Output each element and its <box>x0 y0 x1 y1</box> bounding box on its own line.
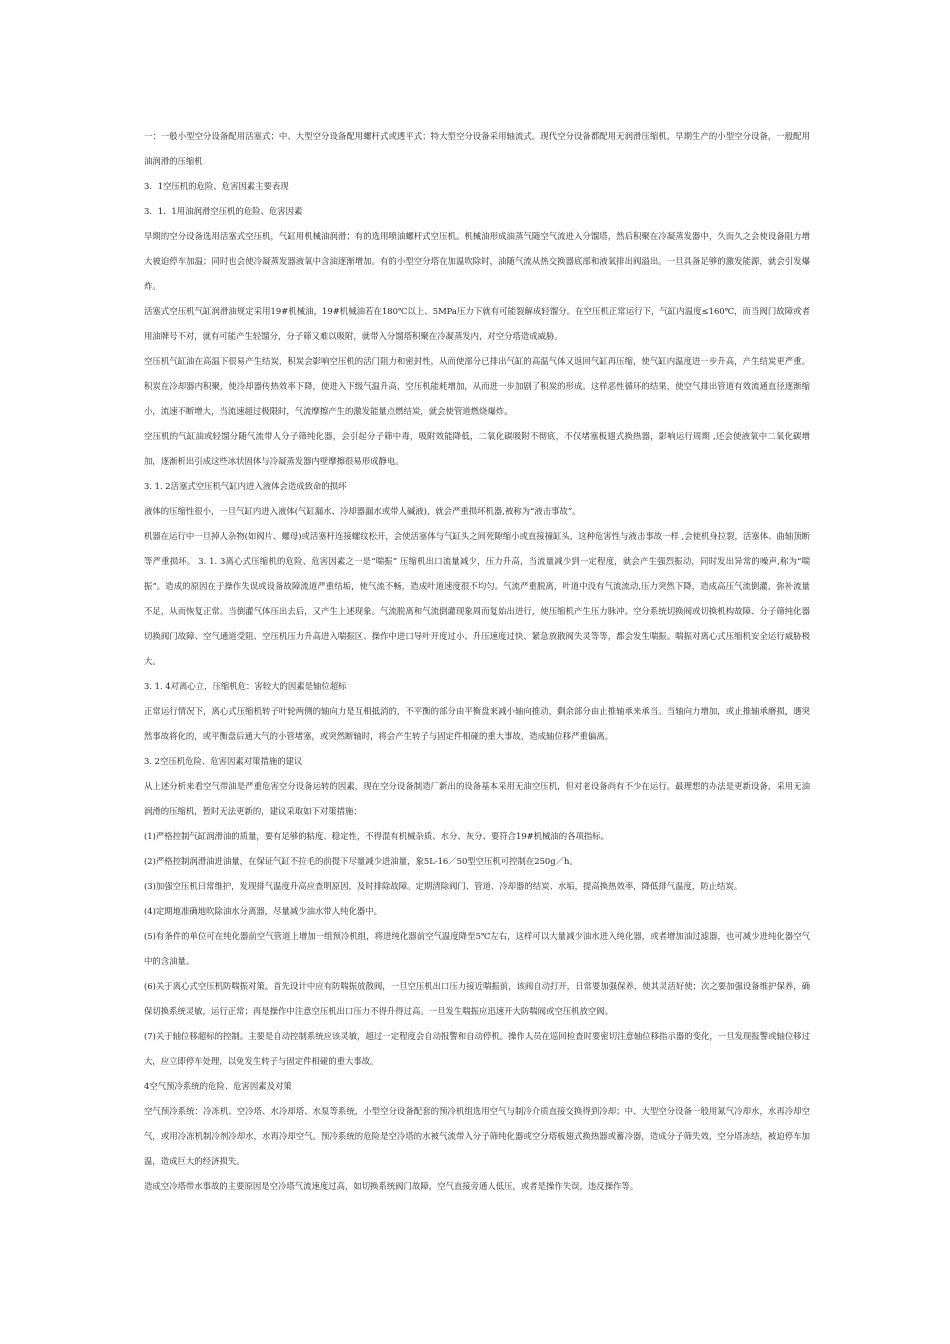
paragraph: 一：一般小型空分设备配用活塞式；中、大型空分设备配用螺杆式或透平式；特大型空分设备采用轴流式。现代空分设备都配用无润滑压缩机，早期生产的小型空分设备，一般配用油润滑的压缩机 <box>144 131 810 166</box>
paragraph: 空气预冷系统：冷冻机、空冷塔、水冷却塔、水泵等系统，小型空分设备配套的预冷机组选用空气与制冷介质直接交换得到冷却；中、大型空分设备一般用氮气冷却水，水再冷却空气，或用冷冻机制冷剂冷却水，水再冷却空气。预冷系统的危险是空冷塔的水被气流带入分子筛纯化器或空分塔板翅式换热器或蓄冷器，造成分子筛失效，空分塔冻结，被迫停车加温，造成巨大的经济损失。 <box>144 1106 810 1166</box>
section-heading: 4空气预冷系统的危险、危害因素及对策 <box>144 1081 292 1091</box>
section-heading: 3．1空压机的危险、危害因素主要表现 <box>144 181 289 191</box>
list-item: (3)加强空压机日常维护，发现排气温度升高应查明原因，及时排除故障。定期清除阀门、管道、冷却器的结炭、水垢，提高换热效率，降低排气温度，防止结炭。 <box>144 881 743 891</box>
list-item: (5)有条件的单位可在纯化器前空气管道上增加一组预冷机组，将进纯化器前空气温度降至5℃左右，这样可以大量减少油水进入纯化器，或者增加油过滤器，也可减少进纯化器空气中的含油量。 <box>144 931 810 966</box>
document-body <box>144 124 810 1199</box>
paragraph: 从上述分析来看空气带油是严重危害空分设备运转的因素，现在空分设备制造厂新出的设备基本采用无油空压机，但对老设备尚有不少在运行。最理想的办法是更新设备，采用无油润滑的压缩机，暂时无法更新的，建议采取如下对策措施： <box>144 781 810 816</box>
paragraph: 空压机的气缸油或轻馏分随气流带人分子筛纯化器，会引起分子筛中毒，吸附效能降低，二氧化碳吸附不彻底，不仅堵塞板翅式换热器，影响运行周期 ,还会使液氧中二氧化碳增加，逐渐析出引成这些冰状固体与冷凝蒸发器内壁摩擦很易形成静电。 <box>144 431 810 466</box>
list-item: (2)严格控制润滑油进油量，在保证气缸不拉毛的前提下尽量减少进油量，象5L-16／50型空压机可控制在250g／h。 <box>144 856 578 866</box>
paragraph: 活塞式空压机气缸润滑油规定采用19#机械油，19#机械油若在180℃以上、5MPa压力下就有可能裂解成轻馏分。在空压机正常运行下，气缸内温度≤160℃，而当阀门故障或者用油牌号不对，就有可能产生轻馏分，分子筛又难以吸附，就带入分馏塔积聚在冷凝蒸发内，对空分塔造成威胁。 <box>144 306 810 341</box>
paragraph: 液体的压缩性很小，一旦气缸内进入液体(气缸漏水、冷却器漏水或带人碱液)，就会严重损坏机器,被称为“液击事故”。 <box>144 506 581 516</box>
paragraph: 空压机气缸油在高温下很易产生结炭，积炭会影响空压机的活门阻力和密封性，从而使部分已排出气缸的高温气体又返回气缸再压缩，使气缸内温度进一步升高，产生结炭更严重。积炭在冷却器内积聚，使冷却器传热效率下降，使进入下级气温升高，空压机能耗增加，从而进一步加剧了积炭的形成。这样恶性循环的结果，使空气排出管道有效流通直径逐渐缩小，流速不断增大，当流速超过极限时，气流摩擦产生的激发能量点燃结炭，就会使管道燃烧爆炸。 <box>144 356 810 416</box>
section-heading: 3. 2空压机危险、危害因素对策措施的建议 <box>144 756 303 766</box>
paragraph: 造成空冷塔带水事故的主要原因是空冷塔气流速度过高，如切换系统阀门故障，空气直接旁通人低压，或者是操作失误，违反操作等。 <box>144 1181 639 1191</box>
list-item: (6)关于离心式空压机防喘振对策。首先设计中应有防喘振放散阀，一旦空压机出口压力接近喘振前，该阀自动打开，日常要加强保养，使其灵活好使；次之要加强设备维护保养，确保切换系统灵敏，运行正常；再是操作中注意空压机出口压力不得升得过高。一旦发生喘振应迅速开大防喘阀或空压机放空阀。 <box>144 981 810 1016</box>
list-item: (1)严格控制气缸润滑油的质量，要有足够的粘度、稳定性，不得混有机械杂质、水分、灰分、要符合19#机械油的各项指标。 <box>144 831 610 841</box>
subsection-heading: 3．1．1用油润滑空压机的危险、危害因素 <box>144 206 303 216</box>
subsection-heading: 3. 1. 4对离心立，压缩机危：害较大的因素是轴位超标 <box>144 681 347 691</box>
subsection-heading: 3. 1. 2活塞式空压机气缸内进入液体会造成致命的损坏 <box>144 481 347 491</box>
paragraph: 正常运行情况下，离心式压缩机转子叶轮两侧的轴向力是互相抵消的，不平衡的部分由平衡盘来减小轴向推动，剩余部分由止推轴承来承当。当轴向力增加，或止推轴承磨损，遇突然事故将化的，或平衡盘后通大气的小管堵塞，或突然断轴时，将会产生转子与固定件相碰的重大事故，造成轴位移严重偏离。 <box>144 706 810 741</box>
list-item: (4)定期地准确地吹除油水分离器，尽量减少油水带人纯化器中。 <box>144 906 382 916</box>
paragraph: 早期的空分设备选用活塞式空压机，气缸用机械油润滑；有的选用喷油螺杆式空压机。机械油形成油蒸气随空气流进入分馏塔，然后积聚在冷凝蒸发器中，久而久之会使设备阻力增大被迫停车加温；同时也会使冷凝蒸发器液氧中含油逐渐增加。有的小型空分塔在加温吹除时，油随气流从热交换器底部和液氧排出阀溢出。一旦具备足够的激发能源，就会引发爆炸。 <box>144 231 810 291</box>
paragraph: 机器在运行中一旦掉人杂物(如阀片、螺母)或活塞杆连接螺纹松开，会使活塞体与气缸头之间死隙缩小或直接撞缸头，这种危害性与液击事故一样 ,会使机身拉裂，活塞体、曲轴顶断等严重损坏。 3. 1. 3离心式压缩机的危险、危害因素之一是“喘振” 压缩机出口流量减少，压力升高，当流量减少到一定程度，就会产生强烈振动，同时发出异常的噪声,称为“喘振”。造成的原因在于操作失误或设备故障流道严重结垢，使气流不畅，造成叶道速度很不均匀。气流严重脱离，叶道中没有气流流动,压力突然下降，造成高压气流倒灌，弥补流量不足，从而恢复正常。当倒灌气体压出去后，又产生上述现象。气流脱离和气流倒灌现象周而复始出进行，使压缩机产生压力脉冲。空分系统切换阀或切换机构故障、分子筛纯化器切换阀门故障、空气通道受阻、空压机压力升高进入喘振区、操作中进口导叶开度过小、升压速度过快、紧急放散阀失灵等等，都会发生喘振。喘振对离心式压缩机安全运行威胁极大。 <box>144 531 810 666</box>
list-item: (7)关于轴位移超标的控制。主要是自动控制系统应该灵敏，超过一定程度会自动报警和自动停机。操作人员在巡回检查时要密切注意轴位移指示器的变化，一旦发现报警或轴位移过大，应立即停车处理，以免发生转子与固定件相碰的重大事故。 <box>144 1031 810 1066</box>
